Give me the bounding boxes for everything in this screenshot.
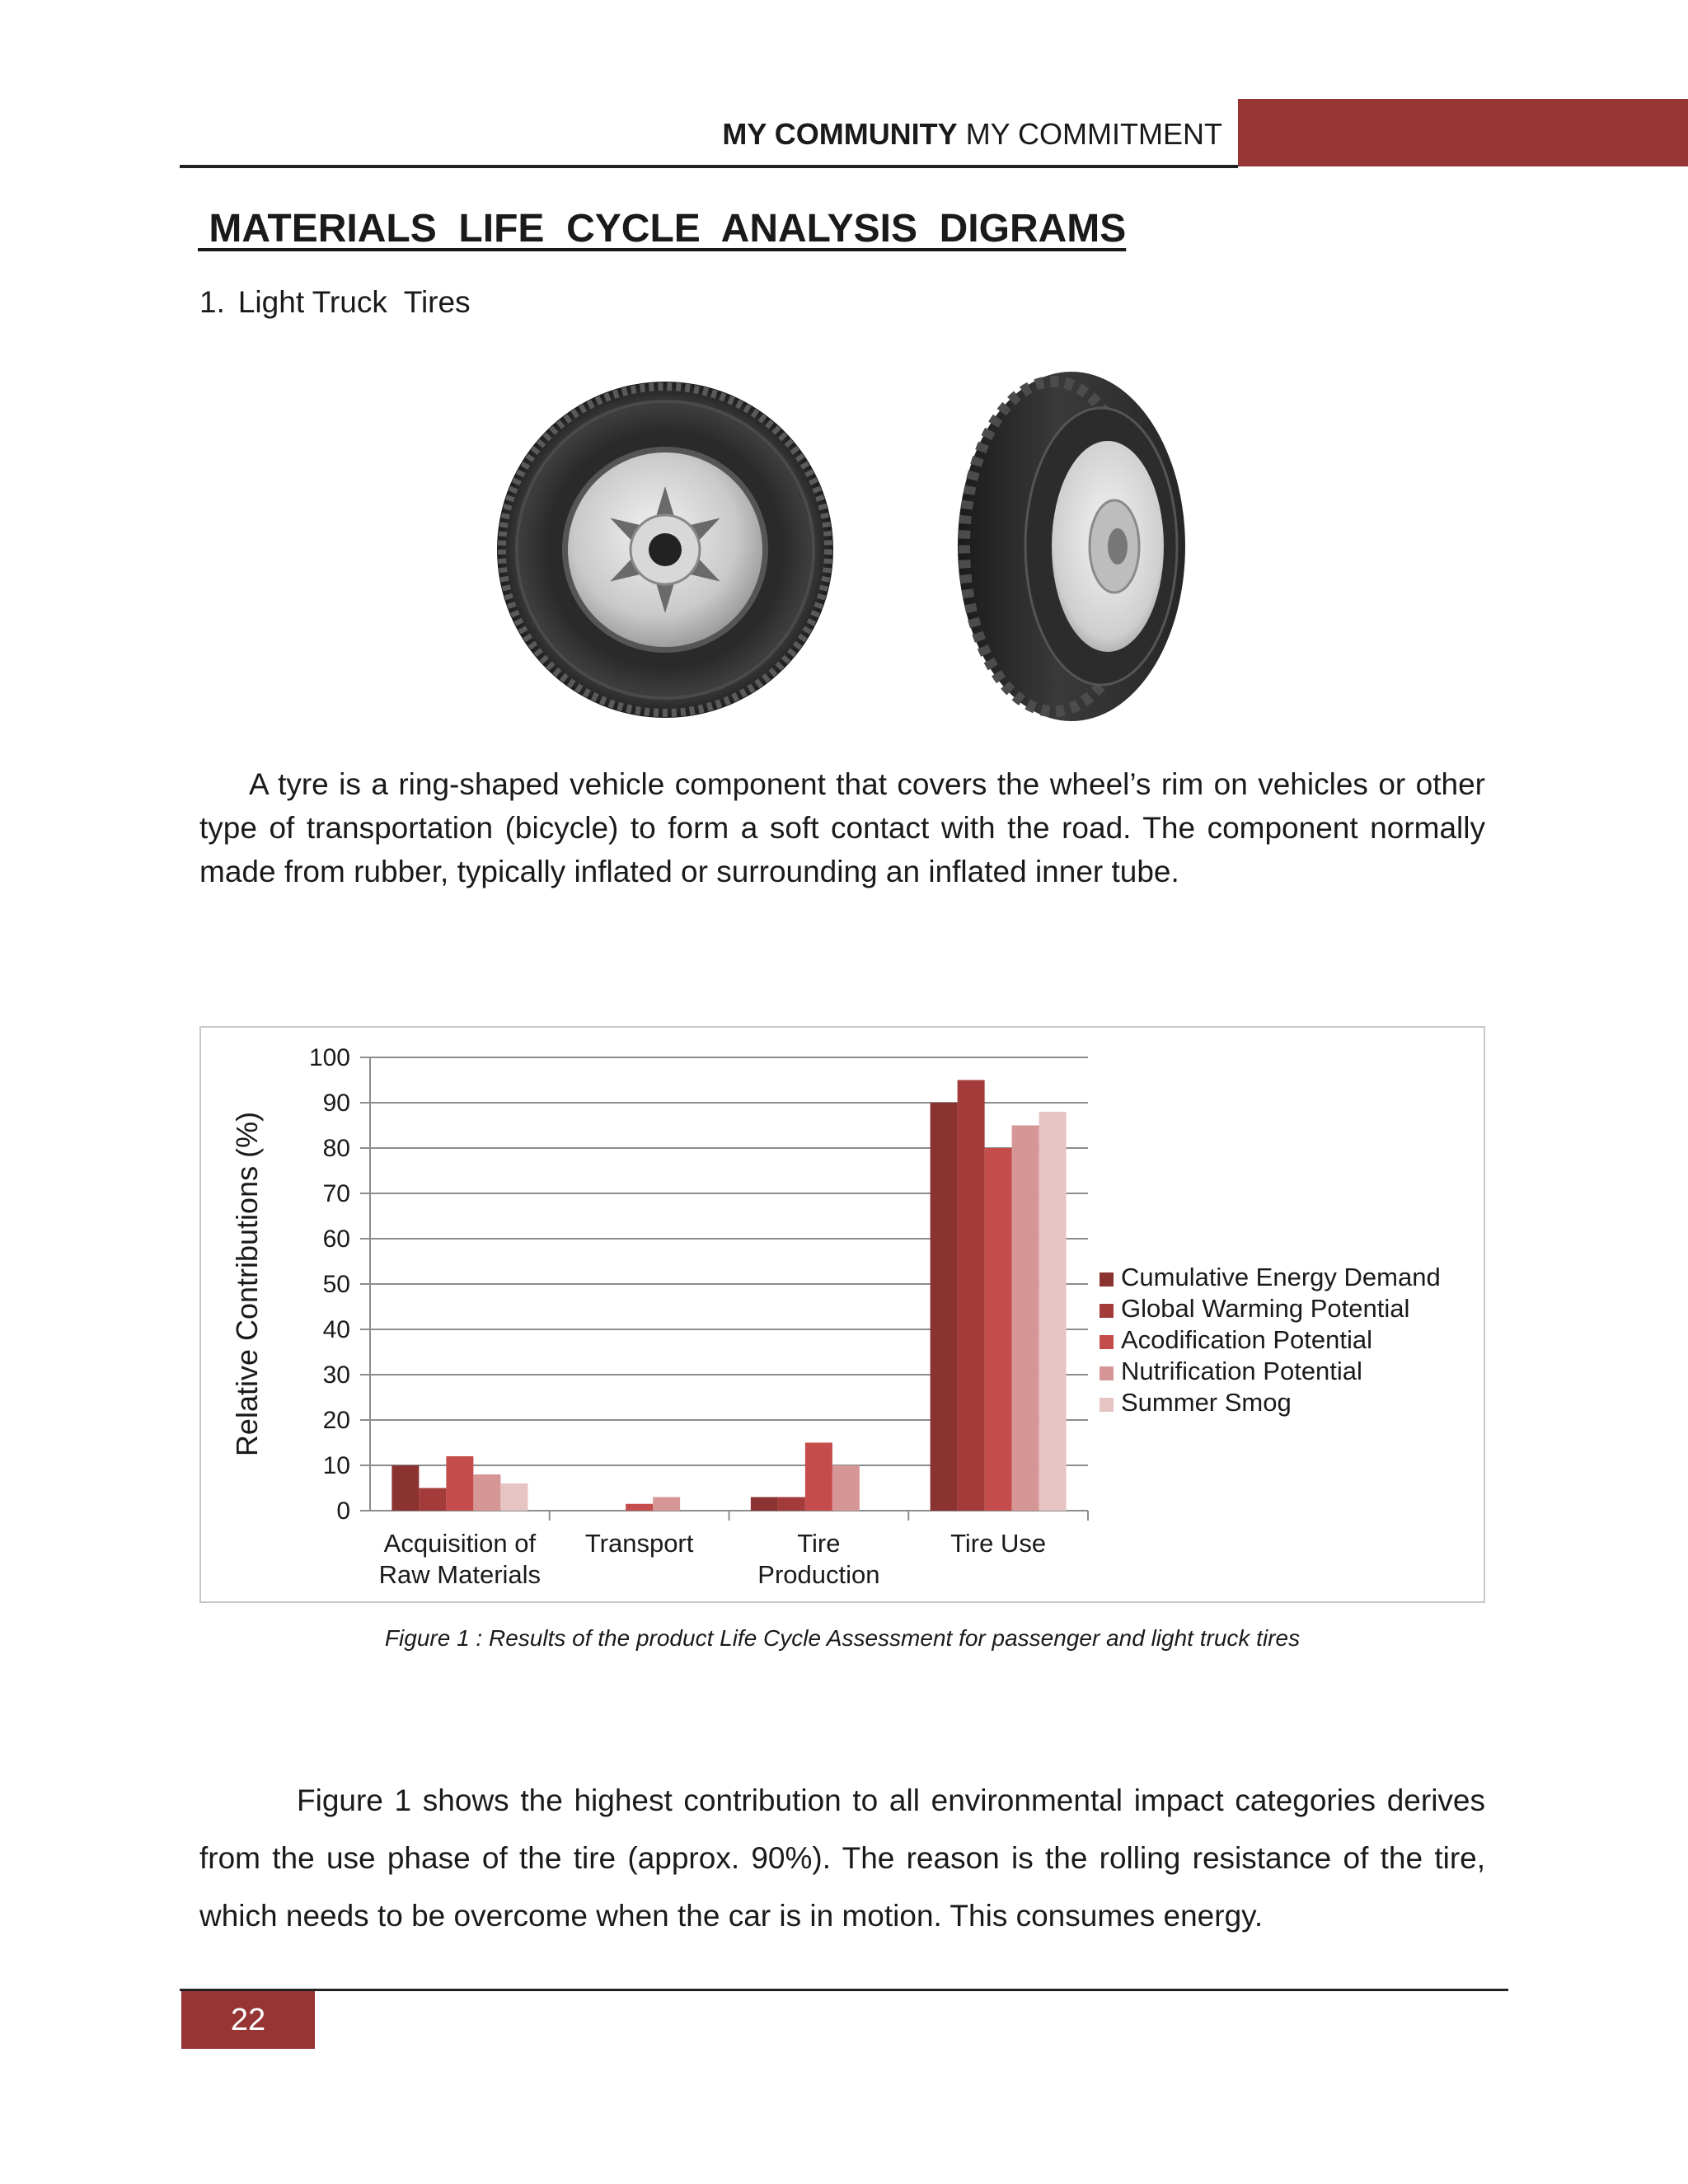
legend-swatch xyxy=(1100,1304,1114,1318)
footer-rule xyxy=(180,1989,1508,1991)
bar xyxy=(931,1103,958,1511)
header-bold-text: MY COMMUNITY xyxy=(722,117,958,151)
bar xyxy=(473,1474,500,1511)
tire-image-steel-rim xyxy=(956,369,1205,724)
bar xyxy=(392,1465,419,1511)
intro-paragraph: A tyre is a ring-shaped vehicle component that covers the wheel’s rim on vehicles or other type of transportation (bicycle) to form a soft contact with the road. The component normally made from rubber, typically inflated or surrounding an inflated inner tube. xyxy=(199,767,1485,888)
x-category-label: Acquisition of xyxy=(383,1529,537,1558)
legend-swatch xyxy=(1100,1335,1114,1349)
y-tick-label: 60 xyxy=(322,1226,350,1253)
y-tick-label: 20 xyxy=(322,1407,350,1434)
bar xyxy=(419,1488,446,1511)
tire-image-alloy-rim xyxy=(495,379,837,721)
legend-swatch xyxy=(1100,1366,1114,1380)
x-category-label: Transport xyxy=(584,1529,694,1558)
legend-label: Cumulative Energy Demand xyxy=(1121,1263,1441,1291)
legend-label: Global Warming Potential xyxy=(1121,1294,1410,1323)
bar xyxy=(832,1465,860,1511)
section-label: Light Truck Tires xyxy=(237,285,471,319)
chart-frame xyxy=(199,1026,1485,1603)
bar xyxy=(985,1148,1012,1511)
y-tick-label: 80 xyxy=(322,1135,350,1162)
y-tick-label: 100 xyxy=(308,1044,350,1071)
bar xyxy=(778,1497,805,1511)
legend-label: Acodification Potential xyxy=(1121,1325,1373,1354)
y-tick-label: 40 xyxy=(322,1316,350,1343)
figure-caption: Figure 1 : Results of the product Life Cycle Assessment for passenger and light truck tires xyxy=(384,1625,1301,1651)
header-text: MY COMMITMENT xyxy=(957,117,1222,151)
legend-swatch xyxy=(1100,1272,1114,1286)
bar xyxy=(1039,1112,1067,1511)
page-number: 22 xyxy=(181,1991,315,2049)
analysis-paragraph: Figure 1 shows the highest contribution to all environmental impact categories derives from the use phase of the tire (approx. 90%). The reason is the rolling resistance of the tire, which needs to be overcome when the car is in motion. This consumes energy. xyxy=(199,1783,1485,1933)
y-tick-label: 70 xyxy=(322,1180,350,1207)
legend-label: Summer Smog xyxy=(1121,1388,1292,1417)
header-rule xyxy=(180,165,1238,168)
header-accent-bar xyxy=(1238,99,1688,166)
legend-label: Nutrification Potential xyxy=(1121,1357,1362,1385)
x-category-label: Raw Materials xyxy=(378,1560,542,1589)
page-header xyxy=(722,117,1222,152)
bar xyxy=(653,1497,680,1511)
bar xyxy=(500,1483,528,1511)
section-number: 1. xyxy=(199,285,225,319)
y-tick-label: 0 xyxy=(336,1497,350,1525)
y-tick-label: 30 xyxy=(322,1361,350,1389)
bar xyxy=(958,1080,985,1511)
y-tick-label: 50 xyxy=(322,1271,350,1298)
y-tick-label: 90 xyxy=(322,1090,350,1117)
bar xyxy=(446,1456,473,1511)
page-title: MATERIALS LIFE CYCLE ANALYSIS DIGRAMS xyxy=(198,207,1127,251)
x-category-label: Tire Use xyxy=(950,1529,1047,1558)
legend-swatch xyxy=(1100,1398,1114,1412)
x-category-label: Production xyxy=(757,1560,880,1589)
lca-bar-chart xyxy=(201,1028,1484,1601)
bar xyxy=(1012,1126,1039,1511)
x-category-label: Tire xyxy=(797,1529,841,1558)
bar xyxy=(626,1504,653,1511)
bar xyxy=(751,1497,778,1511)
y-axis-label: Relative Contributions (%) xyxy=(230,1111,264,1457)
bar xyxy=(805,1443,832,1511)
section-heading xyxy=(199,285,484,320)
y-tick-label: 10 xyxy=(322,1452,350,1479)
